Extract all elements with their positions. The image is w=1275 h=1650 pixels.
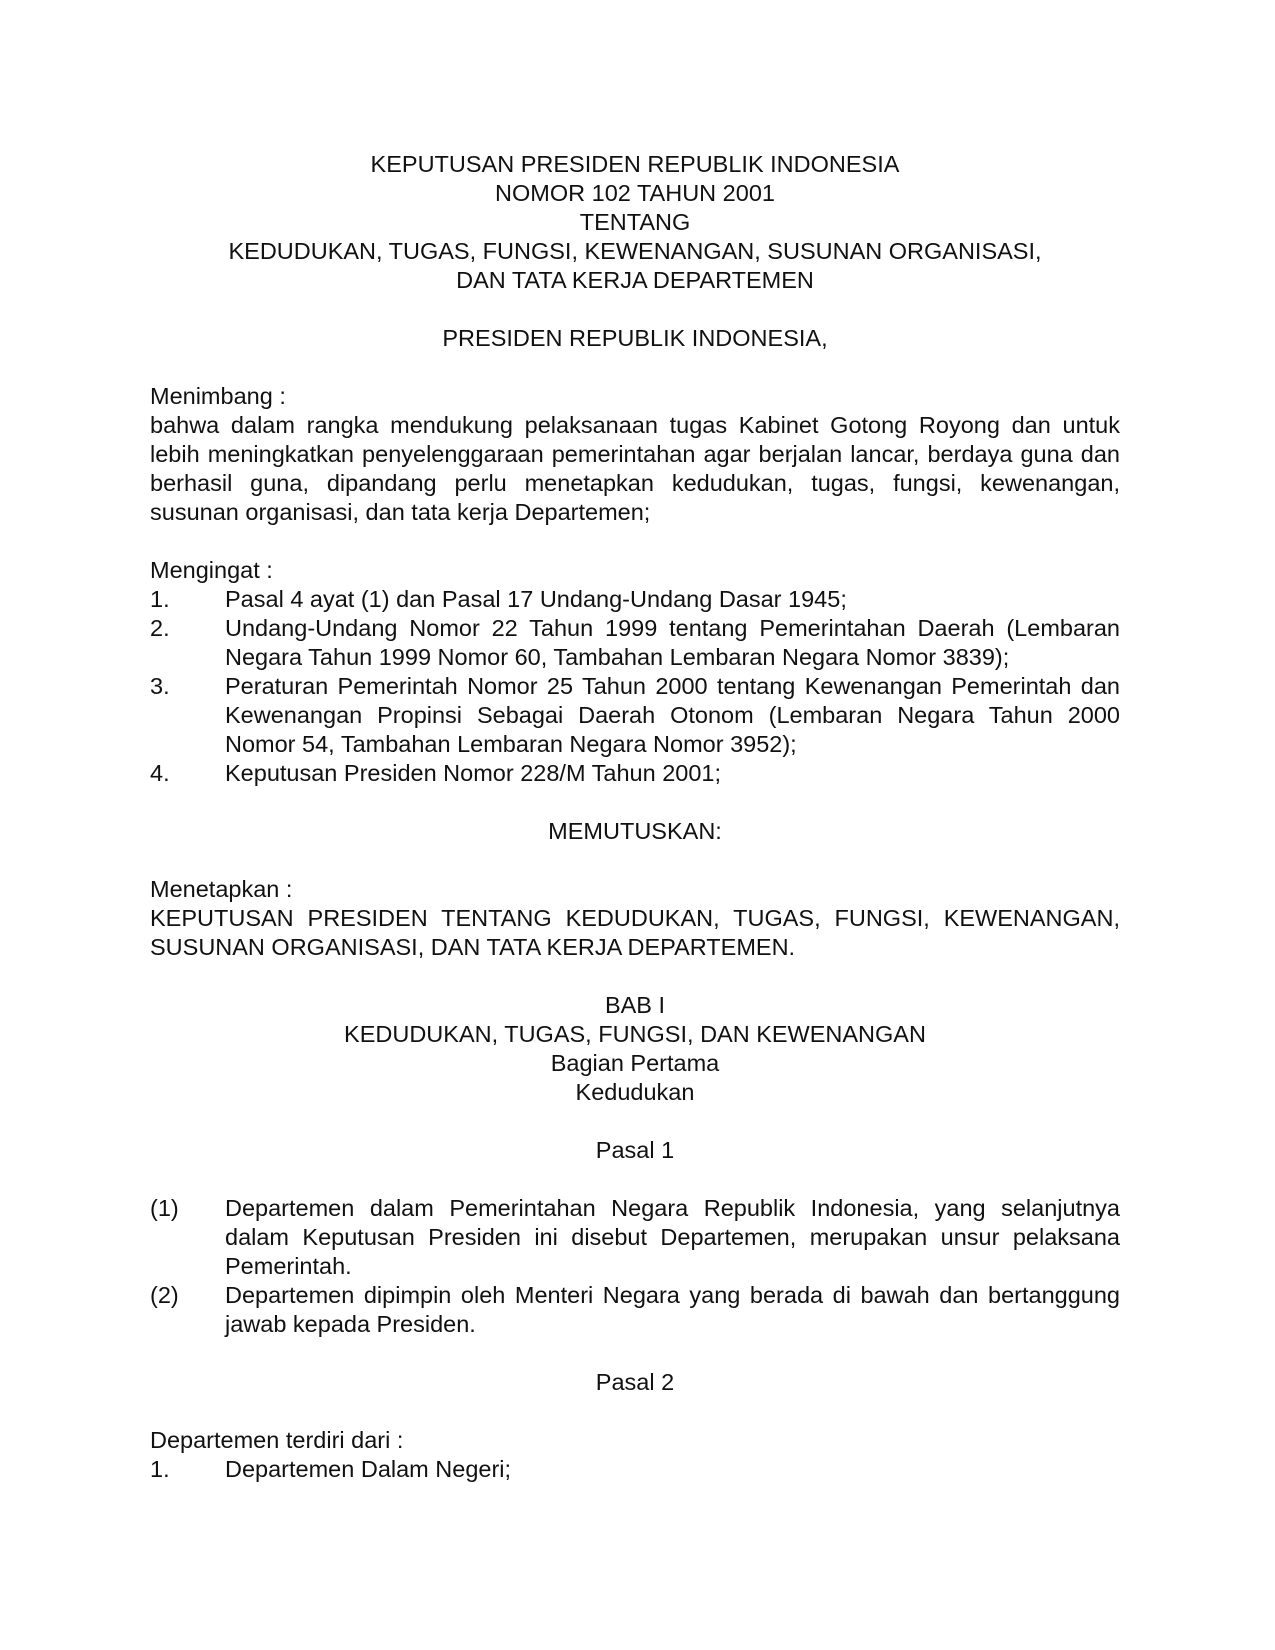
mengingat-label: Mengingat : (150, 557, 273, 583)
header-line-2: NOMOR 102 TAHUN 2001 (495, 180, 775, 206)
list-item-number: 1. (150, 586, 170, 612)
list-item-number: 3. (150, 673, 170, 699)
pasal-2-intro: Departemen terdiri dari : (150, 1427, 404, 1453)
memutuskan-heading: MEMUTUSKAN: (548, 818, 722, 844)
list-item-number: 2. (150, 615, 170, 641)
list-item-text: Pasal 4 ayat (1) dan Pasal 17 Undang-Undang Dasar 1945; (225, 586, 847, 612)
list-item (150, 1455, 1120, 1484)
list-item (150, 672, 1120, 759)
document-page (150, 150, 1120, 1484)
header-line-4: KEDUDUKAN, TUGAS, FUNGSI, KEWENANGAN, SUSUNAN ORGANISASI, (228, 238, 1042, 264)
menimbang-label: Menimbang : (150, 383, 286, 409)
list-item-text: Departemen Dalam Negeri; (225, 1456, 512, 1482)
list-item-text: Undang-Undang Nomor 22 Tahun 1999 tentang Pemerintahan Daerah (Lembaran Negara Tahun 1999 Nomor 60, Tambahan Lembaran Negara Nomor 3839); (225, 615, 1120, 670)
list-item (150, 585, 1120, 614)
list-item-text: Peraturan Pemerintah Nomor 25 Tahun 2000 tentang Kewenangan Pemerintah dan Kewenangan Propinsi Sebagai Daerah Otonom (Lembaran Negara Tahun 2000 Nomor 54, Tambahan Lembaran Negara Nomor 3952); (225, 673, 1120, 757)
pasal-1-title: Pasal 1 (595, 1137, 675, 1163)
list-item (150, 1194, 1120, 1281)
bab-heading (150, 991, 1120, 1107)
list-item-text: Keputusan Presiden Nomor 228/M Tahun 2001; (225, 760, 722, 786)
bagian-title: Bagian Pertama (550, 1050, 720, 1076)
list-item (150, 614, 1120, 672)
menetapkan-text: KEPUTUSAN PRESIDEN TENTANG KEDUDUKAN, TUGAS, FUNGSI, KEWENANGAN, SUSUNAN ORGANISASI, DAN TATA KERJA DEPARTEMEN. (150, 905, 1120, 960)
president-heading: PRESIDEN REPUBLIK INDONESIA, (442, 325, 828, 351)
list-item-text: Departemen dipimpin oleh Menteri Negara yang berada di bawah dan bertanggung jawab kepada Presiden. (225, 1282, 1120, 1337)
list-item-number: (1) (150, 1195, 179, 1221)
header-line-3: TENTANG (579, 209, 691, 235)
pasal-2-title: Pasal 2 (595, 1369, 675, 1395)
menimbang-text: bahwa dalam rangka mendukung pelaksanaan tugas Kabinet Gotong Royong dan untuk lebih meningkatkan penyelenggaraan pemerintahan agar berjalan lancar, berdaya guna dan berhasil guna, dipandang perlu menetapkan kedudukan, tugas, fungsi, kewenangan, susunan organisasi, dan tata kerja Departemen; (150, 412, 1120, 525)
menetapkan-label: Menetapkan : (150, 876, 293, 902)
bagian-subtitle: Kedudukan (575, 1079, 695, 1105)
mengingat-list (150, 585, 1120, 788)
header-line-1: KEPUTUSAN PRESIDEN REPUBLIK INDONESIA (370, 151, 900, 177)
list-item (150, 1281, 1120, 1339)
list-item-number: (2) (150, 1282, 179, 1308)
bab-subtitle: KEDUDUKAN, TUGAS, FUNGSI, DAN KEWENANGAN (344, 1021, 926, 1047)
list-item-text: Departemen dalam Pemerintahan Negara Republik Indonesia, yang selanjutnya dalam Keputusan Presiden ini disebut Departemen, merupakan unsur pelaksana Pemerintah. (225, 1195, 1120, 1279)
header-line-5: DAN TATA KERJA DEPARTEMEN (456, 267, 814, 293)
list-item-number: 1. (150, 1456, 170, 1482)
bab-title: BAB I (604, 992, 666, 1018)
document-header (150, 150, 1120, 295)
pasal-2-list (150, 1455, 1120, 1484)
pasal-1-list (150, 1194, 1120, 1339)
list-item (150, 759, 1120, 788)
list-item-number: 4. (150, 760, 170, 786)
